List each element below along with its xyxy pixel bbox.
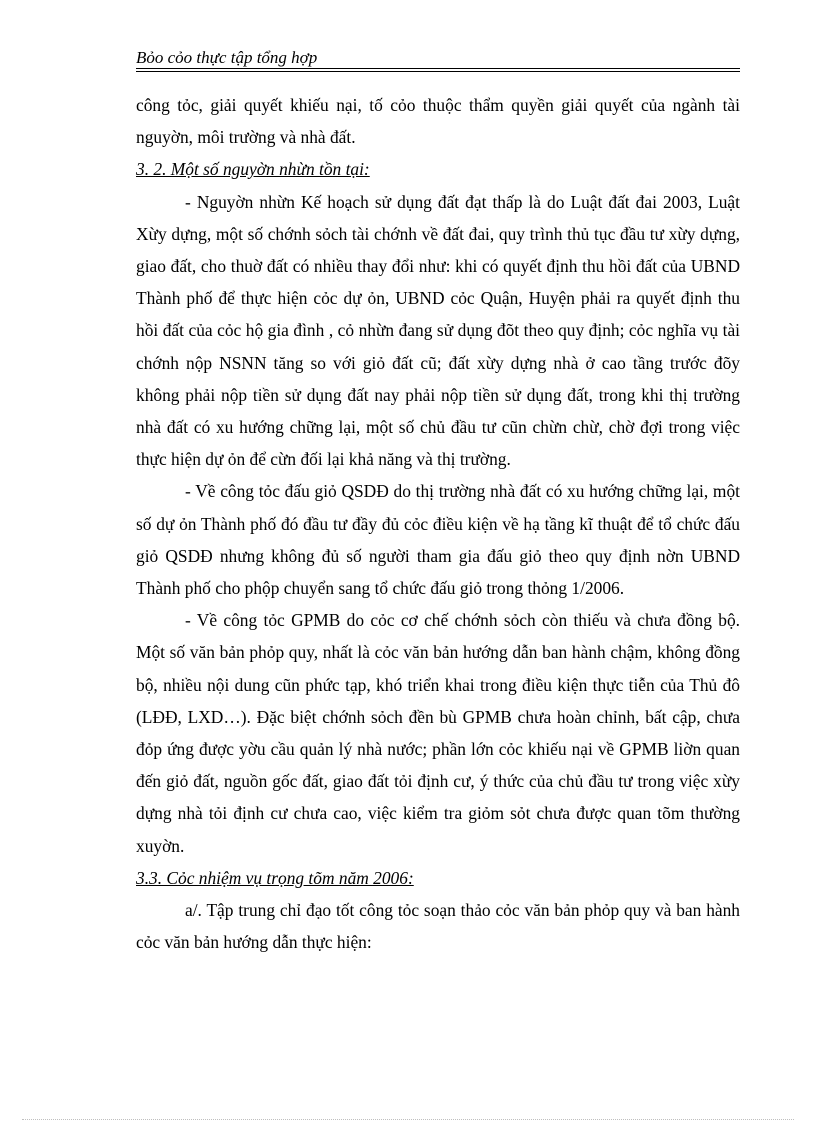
header-rule-top <box>136 68 740 69</box>
paragraph-planning-causes: - Nguyờn nhừn Kế hoạch sử dụng đất đạt thấp là do Luật đất đai 2003, Luật Xừy dựng, một số chớnh sỏch tài chớnh về đất đai, quy trình thủ tục đầu tư xừy dựng, giao đất, cho thuờ đất có nhiều thay đổi như: khi có quyết định thu hồi đất của UBND Thành phố để thực hiện cỏc dự ỏn, UBND cỏc Quận, Huyện phải ra quyết định thu hồi đất của cỏc hộ gia đình , cỏ nhừn đang sử dụng đõt theo quy định; cỏc nghĩa vụ tài chớnh nộp NSNN tăng so với giỏ đất cũ; đất xừy dựng nhà ở cao tầng trước đõy không phải nộp tiền sử dụng đất nay phải nộp tiền sử dụng đất, trong khi thị trường nhà đất có xu hướng chững lại, một số chủ đầu tư cũn chừn chừ, chờ đợi trong việc thực hiện dự ỏn để cừn đối lại khả năng và thị trường. <box>136 191 740 470</box>
document-body <box>136 89 740 958</box>
paragraph-task-a: a/. Tập trung chỉ đạo tốt công tỏc soạn thảo cỏc văn bản phỏp quy và ban hành cỏc văn bản hướng dẫn thực hiện: <box>136 900 740 953</box>
running-header: Bỏo cỏo thực tập tổng hợp <box>136 48 318 67</box>
paragraph-continuation: công tỏc, giải quyết khiếu nại, tố cỏo thuộc thẩm quyền giải quyết của ngành tài nguyờn, môi trường và nhà đất. <box>136 95 740 148</box>
header-rule-bottom <box>136 71 740 72</box>
page-bottom-border <box>22 1119 794 1120</box>
section-heading-3-3: 3.3. Cỏc nhiệm vụ trọng tõm năm 2006: <box>136 867 414 888</box>
section-heading-3-2: 3. 2. Một số nguyờn nhừn tồn tại: <box>136 159 370 180</box>
paragraph-site-clearance: - Về công tỏc GPMB do cỏc cơ chế chớnh sỏch còn thiếu và chưa đồng bộ. Một số văn bản phỏp quy, nhất là cỏc văn bản hướng dẫn ban hành chậm, không đồng bộ, nhiều nội dung cũn phức tạp, khó triển khai trong điều kiện thực tiễn của Thủ đô (LĐĐ, LXD…). Đặc biệt chớnh sỏch đền bù GPMB chưa hoàn chỉnh, bất cập, chưa đỏp ứng được yờu cầu quản lý nhà nước; phần lớn cỏc khiếu nại về GPMB liờn quan đến giỏ đất, nguồn gốc đất, giao đất tỏi định cư, ý thức của chủ đầu tư trong việc xừy dựng nhà tỏi định cư chưa cao, việc kiểm tra giỏm sỏt chưa được quan tõm thường xuyờn. <box>136 610 740 856</box>
paragraph-land-auction: - Về công tỏc đấu giỏ QSDĐ do thị trường nhà đất có xu hướng chững lại, một số dự ỏn Thành phố đó đầu tư đầy đủ cỏc điều kiện về hạ tầng kĩ thuật để tổ chức đấu giỏ QSDĐ nhưng không đủ số người tham gia đấu giỏ theo quy định nờn UBND Thành phố cho phộp chuyển sang tổ chức đấu giỏ trong thỏng 1/2006. <box>136 481 740 599</box>
